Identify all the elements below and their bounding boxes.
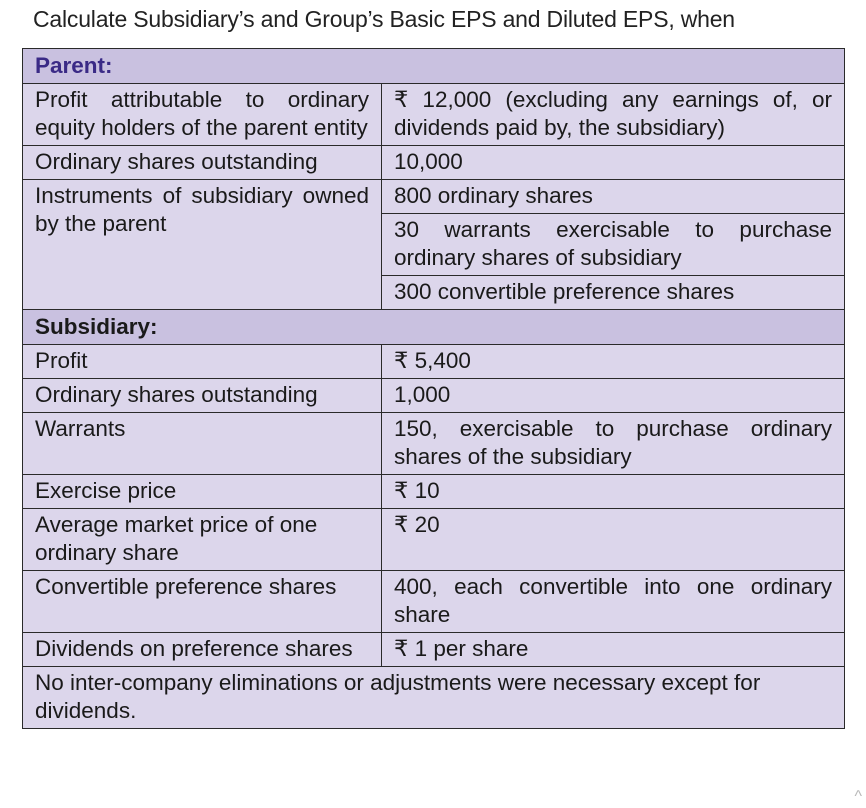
row-value: ₹ 5,400 [382, 345, 845, 379]
row-label: Ordinary shares outstanding [23, 146, 382, 180]
page-heading: Calculate Subsidiary’s and Group’s Basic EPS and Diluted EPS, when [33, 6, 735, 32]
table-row [23, 84, 845, 146]
row-value: ₹ 12,000 (excluding any earnings of, or dividends paid by, the subsidiary) [382, 84, 845, 146]
note-row [23, 667, 845, 729]
row-label: Warrants [23, 413, 382, 475]
row-label: Convertible preference shares [23, 571, 382, 633]
row-value: ₹ 1 per share [382, 633, 845, 667]
eps-data-table [22, 48, 845, 729]
section-header-row [23, 49, 845, 84]
table-row [23, 146, 845, 180]
table-row [23, 413, 845, 475]
row-value: 10,000 [382, 146, 845, 180]
row-value: 1,000 [382, 379, 845, 413]
table-row [23, 475, 845, 509]
row-value: ₹ 20 [382, 509, 845, 571]
row-label: Exercise price [23, 475, 382, 509]
row-value: 150, exercisable to purchase ordinary shares of the subsidiary [382, 413, 845, 475]
table-row [23, 571, 845, 633]
table-row [23, 633, 845, 667]
parent-section-title: Parent: [23, 49, 845, 84]
row-label: Dividends on preference shares [23, 633, 382, 667]
row-label: Ordinary shares outstanding [23, 379, 382, 413]
row-label: Profit [23, 345, 382, 379]
row-label: Profit attributable to ordinary equity holders of the parent entity [23, 84, 382, 146]
table-row [23, 180, 845, 214]
subsidiary-section-title: Subsidiary: [23, 310, 845, 345]
row-value: 30 warrants exercisable to purchase ordinary shares of subsidiary [382, 214, 845, 276]
row-value: 800 ordinary shares [382, 180, 845, 214]
row-value: 300 convertible preference shares [382, 276, 845, 310]
section-header-row [23, 310, 845, 345]
table-row [23, 379, 845, 413]
table-row [23, 345, 845, 379]
row-label: Instruments of subsidiary owned by the parent [23, 180, 382, 310]
note-text: No inter-company eliminations or adjustments were necessary except for dividends. [23, 667, 845, 729]
row-value: ₹ 10 [382, 475, 845, 509]
row-label: Average market price of one ordinary share [23, 509, 382, 571]
row-value: 400, each convertible into one ordinary share [382, 571, 845, 633]
table-row [23, 509, 845, 571]
scroll-up-icon[interactable]: ^ [854, 788, 862, 805]
